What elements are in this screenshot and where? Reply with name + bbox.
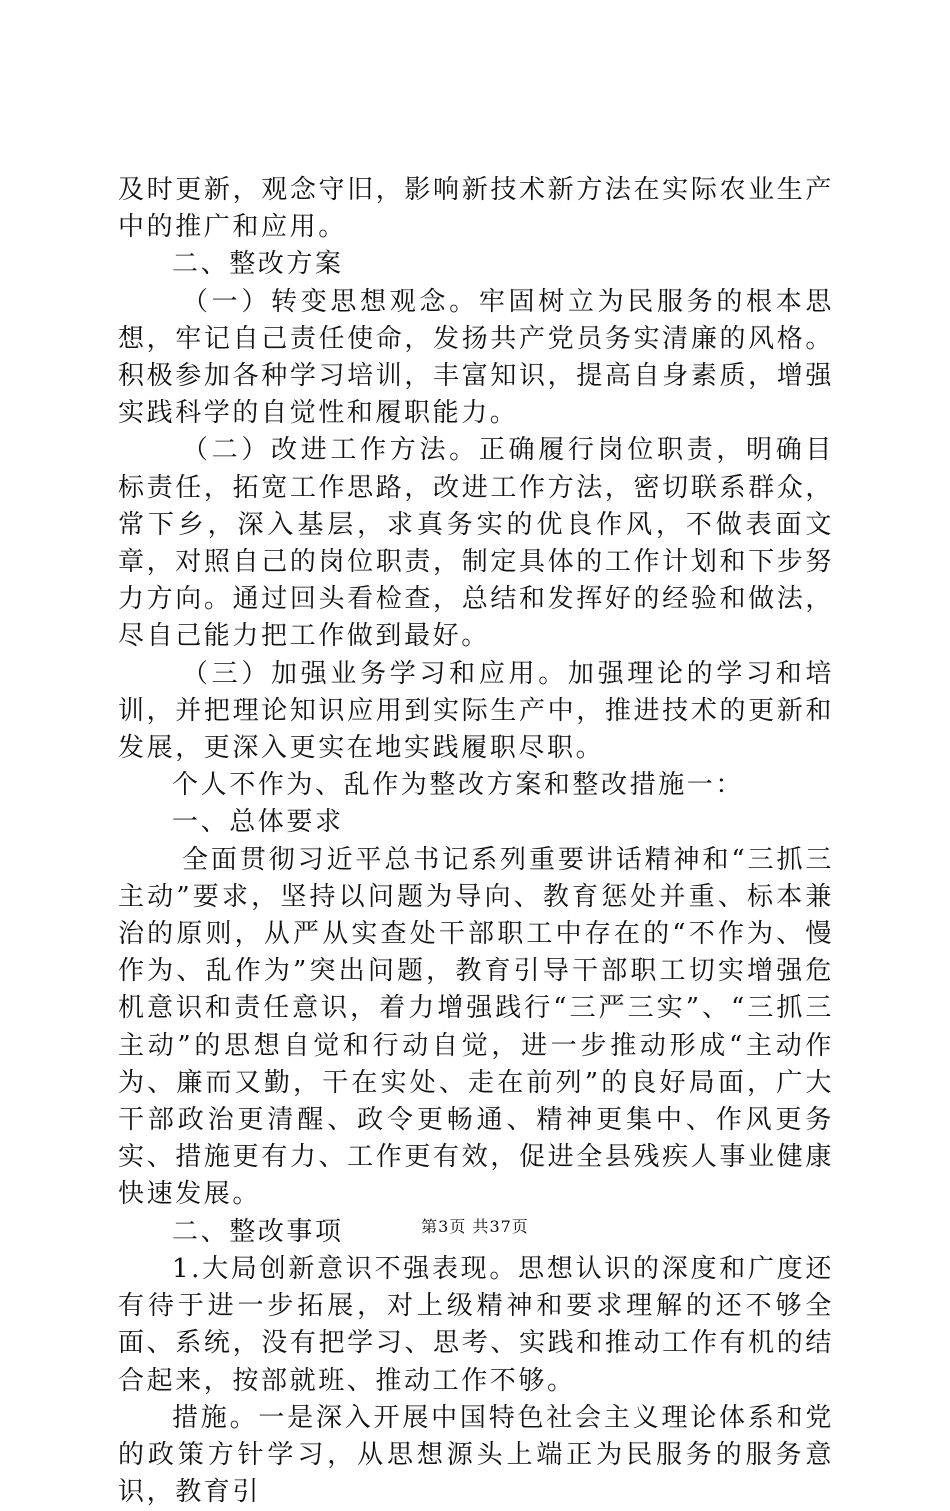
paragraph-measures: 措施。一是深入开展中国特色社会主义理论体系和党的政策方针学习，从思想源头上端正为民服务的服务意识，教育引 bbox=[118, 1402, 834, 1508]
paragraph-overall-requirements: 全面贯彻习近平总书记系列重要讲话精神和“三抓三主动”要求，坚持以问题为导向、教育惩处并重、标本兼治的原则，从严从实查处干部职工中存在的“不作为、慢作为、乱作为”突出问题，教育引导干部职工切实增强危机意识和责任意识，着力增强践行“三严三实”、“三抓三主动”的思想自觉和行动自觉，进一步推动形成“主动作为、廉而又勤，干在实处、走在前列”的良好局面，广大干部政治更清醒、政令更畅通、精神更集中、作风更务实、措施更有力、工作更有效，促进全县残疾人事业健康快速发展。 bbox=[118, 844, 834, 1210]
section-heading-overall-requirements: 一、总体要求 bbox=[172, 807, 344, 838]
section-heading-rectification-items: 二、整改事项 bbox=[172, 1216, 344, 1247]
paragraph-strengthen-learning: （三）加强业务学习和应用。加强理论的学习和培训，并把理论知识应用到实际生产中，推进技术的更新和发展，更深入更实在地实践履职尽职。 bbox=[118, 658, 834, 764]
document-body bbox=[118, 172, 834, 1511]
paragraph-item-1: 1.大局创新意识不强表现。思想认识的深度和广度还有待于进一步拓展，对上级精神和要求理解的还不够全面、系统，没有把学习、思考、实践和推动工作有机的结合起来，按部就班、推动工作不够。 bbox=[118, 1253, 834, 1396]
document-subtitle: 个人不作为、乱作为整改方案和整改措施一： bbox=[172, 770, 745, 801]
section-heading-rectification-plan: 二、整改方案 bbox=[172, 249, 344, 280]
paragraph-improve-methods: （二）改进工作方法。正确履行岗位职责，明确目标责任，拓宽工作思路，改进工作方法，密切联系群众，常下乡，深入基层，求真务实的优良作风，不做表面文章，对照自己的岗位职责，制定具体的工作计划和下步努力方向。通过回头看检查，总结和发挥好的经验和做法，尽自己能力把工作做到最好。 bbox=[118, 435, 834, 652]
paragraph-change-thinking: （一）转变思想观念。牢固树立为民服务的根本思想，牢记自己责任使命，发扬共产党员务实清廉的风格。积极参加各种学习培训，丰富知识，提高自身素质，增强实践科学的自觉性和履职能力。 bbox=[118, 286, 834, 429]
page-footer: 第3页 共37页 bbox=[421, 1217, 529, 1236]
paragraph-continuation: 及时更新，观念守旧，影响新技术新方法在实际农业生产中的推广和应用。 bbox=[118, 175, 834, 243]
